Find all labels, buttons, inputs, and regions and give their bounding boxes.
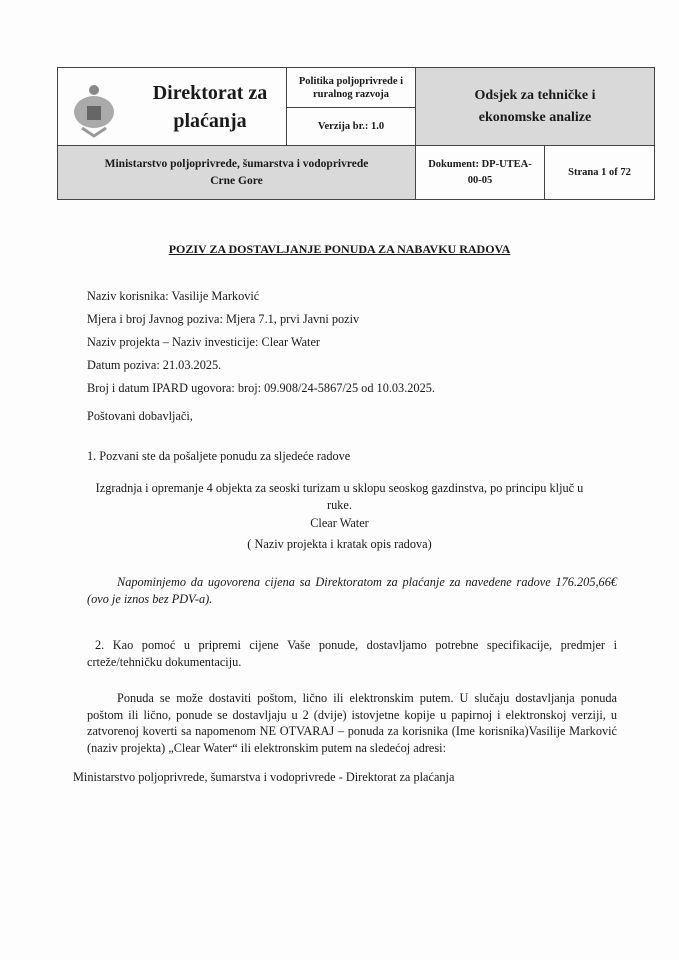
field-project: Naziv projekta – Naziv investicije: Clear Water bbox=[87, 335, 321, 349]
page-number: Strana 1 of 72 bbox=[568, 167, 631, 178]
org-title: Direktorat za plaćanja bbox=[152, 81, 268, 132]
field-contract: Broj i datum IPARD ugovora: broj: 09.908/24-5867/25 od 10.03.2025. bbox=[87, 381, 435, 395]
works-description-2: ruke. bbox=[327, 498, 352, 512]
document-title: POZIV ZA DOSTAVLJANJE PONUDA ZA NABAVKU RADOVA bbox=[168, 242, 511, 256]
field-beneficiary: Naziv korisnika: Vasilije Marković bbox=[87, 289, 260, 303]
works-description-1: Izgradnja i opremanje 4 objekta za seoski turizam u sklopu seoskog gazdinstva, po principu ključ u bbox=[95, 481, 584, 495]
policy-cell: Politika poljoprivrede i ruralnog razvoja bbox=[287, 68, 416, 108]
project-name: Clear Water bbox=[310, 516, 369, 530]
field-date: Datum poziva: 21.03.2025. bbox=[87, 358, 222, 372]
price-note: Napominjemo da ugovorena cijena sa Direktoratom za plaćanje za navedene radove 176.205,66€ (ovo je iznos bez PDV-a). bbox=[87, 575, 617, 606]
project-caption: ( Naziv projekta i kratak opis radova) bbox=[247, 537, 432, 551]
field-measure: Mjera i broj Javnog poziva: Mjera 7.1, prvi Javni poziv bbox=[87, 312, 360, 326]
version-cell: Verzija br.: 1.0 bbox=[287, 108, 416, 146]
delivery-address: Ministarstvo poljoprivrede, šumarstva i vodoprivrede - Direktorat za plaćanja bbox=[73, 770, 455, 784]
item-2: 2. Kao pomoć u pripremi cijene Vaše ponude, dostavljamo potrebne specifikacije, predmjer i crteže/tehničku dokumentaciju. bbox=[87, 638, 617, 669]
document-code: Dokument: DP-UTEA-00-05 bbox=[416, 146, 545, 199]
header-org-cell bbox=[58, 68, 287, 146]
item-1: 1. Pozvani ste da pošaljete ponudu za sljedeće radove bbox=[87, 449, 351, 463]
greeting: Poštovani dobavljači, bbox=[87, 409, 193, 423]
document-header-table bbox=[57, 67, 655, 200]
department-cell: Odsjek za tehničke i ekonomske analize bbox=[416, 68, 655, 146]
ministry-cell: Ministarstvo poljoprivrede, šumarstva i vodoprivrede Crne Gore bbox=[58, 146, 416, 200]
delivery-paragraph: Ponuda se može dostaviti poštom, lično ili elektronskim putem. U slučaju dostavljanja ponuda poštom ili lično, ponude se dostavljaju u 2 (dvije) istovjetne kopije u papirnoj i elektronskoj verziji, u zatvorenoj koverti sa napomenom NE OTVARAJ – ponuda za korisnika (Ime korisnika)Vasilije Marković (naziv projekta) „Clear Water“ ili elektronskim putem na sledećoj adresi: bbox=[87, 691, 617, 755]
coat-of-arms-icon bbox=[72, 82, 116, 138]
